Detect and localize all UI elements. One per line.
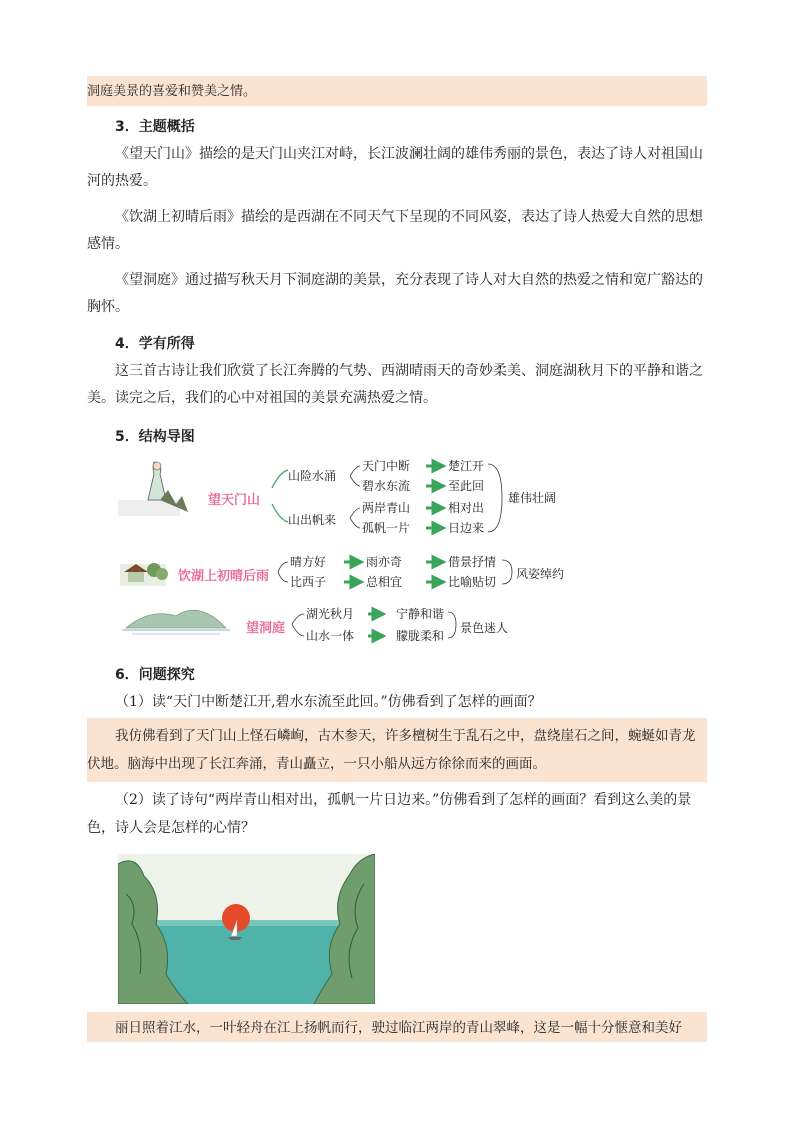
map3-right-brace [448, 612, 456, 638]
poet-figure-illustration [118, 462, 188, 516]
map2-summary: 风姿绰约 [516, 567, 565, 581]
map3-mid1: 宁静和谐 [396, 607, 445, 621]
top-line-text: 洞庭美景的喜爱和赞美之情。 [87, 84, 257, 99]
section4-para: 这三首古诗让我们欣赏了长江奔腾的气势、西湖晴雨天的奇妙柔美、洞庭湖秋月下的平静和谐之美。读完之后，我们的心中对祖国的美景充满热爱之情。 [87, 363, 703, 406]
answer-1: 我仿佛看到了天门山上怪石嶙峋，古木参天，许多檀树生于乱石之中，盘绕崖石之间，蜿蜒如青龙伏地。脑海中出现了长江奔涌，青山矗立，一只小船从远方徐徐而来的画面。 [87, 728, 696, 772]
map3-branch1: 湖光秋月 [306, 607, 355, 621]
section4-heading: 4．学有所得 [115, 336, 195, 352]
map2-title: 饮湖上初晴后雨 [178, 569, 270, 584]
map1-result4: 日边来 [448, 521, 485, 535]
answer-2: 丽日照着江水，一叶轻舟在江上扬帆而行，驶过临江两岸的青山翠峰，这是一幅十分惬意和美好 [115, 1020, 682, 1036]
section3-para-1: 《望天门山》描绘的是天门山夹江对峙，长江波澜壮阔的雄伟秀丽的景色，表达了诗人对祖国山河的热爱。 [87, 146, 703, 189]
map2-mid2: 总相宜 [366, 575, 403, 589]
map2-right-brace [502, 560, 512, 584]
map1-result2: 至此回 [448, 479, 485, 493]
map2-branch1: 晴方好 [290, 555, 327, 569]
map1-branch2: 山出帆来 [288, 513, 337, 527]
map2-branch2: 比西子 [290, 575, 327, 589]
section3-heading: 3．主题概括 [115, 119, 195, 135]
map1-result1: 楚江开 [448, 459, 485, 473]
map1-right-brace [488, 464, 502, 532]
map1-line1: 天门中断 [362, 459, 411, 473]
map3-mid2: 朦胧柔和 [396, 629, 445, 643]
map1-summary: 雄伟壮阔 [508, 491, 557, 505]
map1-line3: 两岸青山 [362, 501, 411, 515]
section3-para-2: 《饮湖上初晴后雨》描绘的是西湖在不同天气下呈现的不同风姿，表达了诗人热爱大自然的思想感情。 [87, 209, 703, 252]
section5-heading: 5．结构导图 [115, 429, 195, 445]
pavilion-illustration [120, 563, 168, 586]
map2-mid1: 雨亦奇 [366, 555, 403, 569]
map1-line4: 孤帆一片 [362, 521, 411, 535]
map1-line2: 碧水东流 [362, 479, 411, 493]
map1-title: 望天门山 [208, 493, 261, 508]
map1-result3: 相对出 [448, 501, 485, 515]
map2-side1: 借景抒情 [448, 555, 497, 569]
map1-brace-top [272, 470, 288, 488]
map2-side2: 比喻贴切 [448, 575, 497, 589]
map3-branch2: 山水一体 [306, 629, 355, 643]
map3-summary: 景色迷人 [460, 621, 509, 635]
map3-title: 望洞庭 [246, 621, 286, 636]
question-1: （1）读“天门中断楚江开,碧水东流至此回。”仿佛看到了怎样的画面？ [115, 694, 542, 710]
map1-branch1: 山险水涌 [288, 469, 337, 483]
map1-brace-bottom [272, 504, 288, 522]
river-cliffs-illustration [118, 854, 375, 1004]
lake-mountain-illustration [122, 610, 230, 634]
structure-map [110, 452, 590, 652]
section6-heading: 6．问题探究 [115, 667, 195, 683]
question-2: （2）读了诗句“两岸青山相对出，孤帆一片日边来。”仿佛看到了怎样的画面？看到这么美的景色，诗人会是怎样的心情？ [87, 792, 692, 836]
section3-para-3: 《望洞庭》通过描写秋天月下洞庭湖的美景，充分表现了诗人对大自然的热爱之情和宽广豁达的胸怀。 [87, 272, 703, 315]
